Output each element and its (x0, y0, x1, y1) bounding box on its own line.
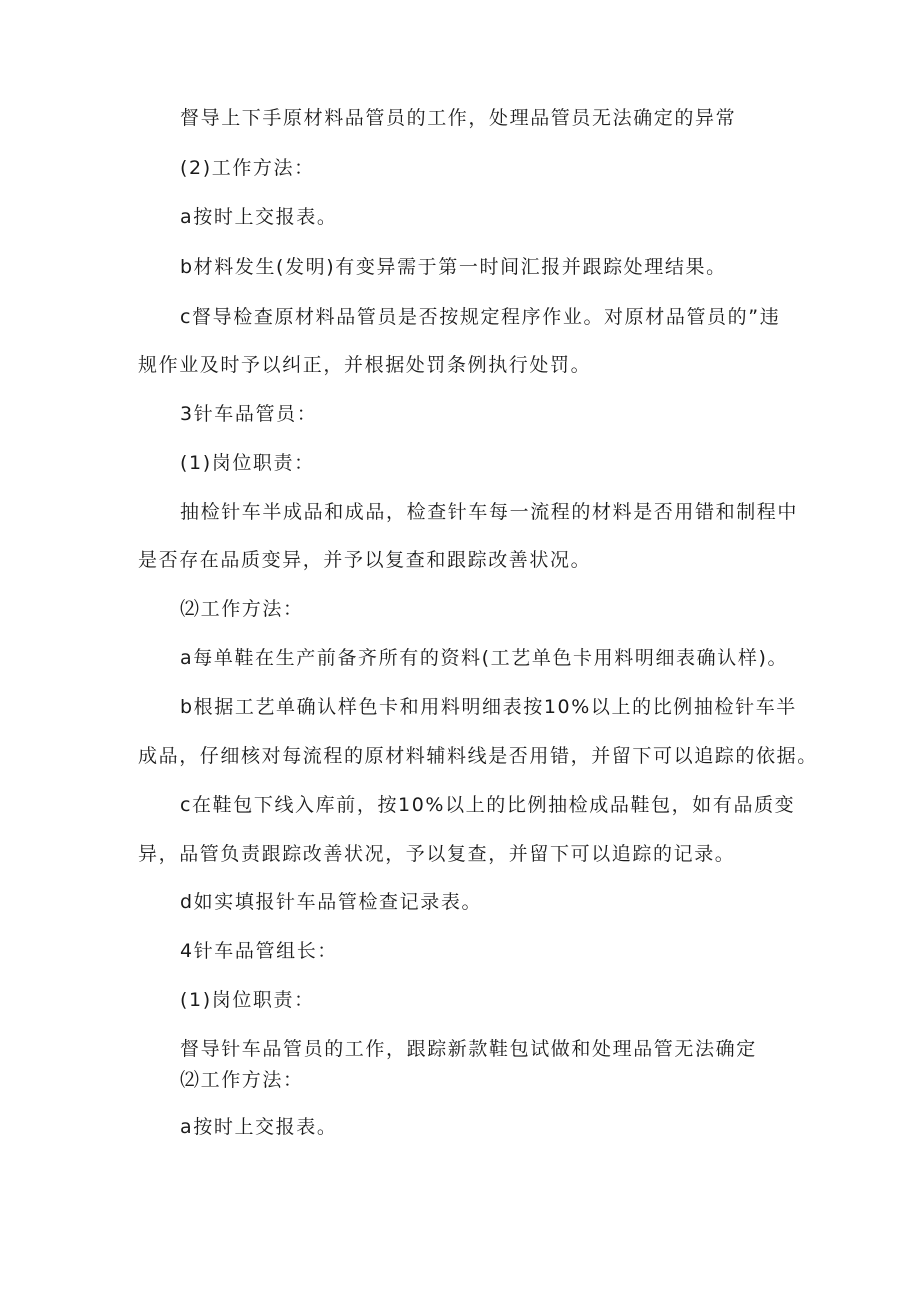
paragraph-line: 督导针车品管员的工作，跟踪新款鞋包试做和处理品管无法确定 (180, 1038, 757, 1060)
paragraph-line: c督导检查原材料品管员是否按规定程序作业。对原材品管员的”违 (180, 306, 781, 328)
paragraph-line: 规作业及时予以纠正，并根据处罚条例执行处罚。 (138, 354, 592, 376)
paragraph-line: b根据工艺单确认样色卡和用料明细表按10%以上的比例抽检针车半 (180, 696, 797, 718)
section-heading: ⑵工作方法： (180, 1069, 304, 1091)
section-heading: 4针车品管组长： (180, 940, 338, 962)
paragraph-line: c在鞋包下线入库前，按10%以上的比例抽检成品鞋包，如有品质变 (180, 794, 796, 816)
paragraph-line: 是否存在品质变异，并予以复查和跟踪改善状况。 (138, 549, 592, 571)
paragraph-line: 异，品管负责跟踪改善状况，予以复查，并留下可以追踪的记录。 (138, 843, 736, 865)
section-heading: (2)工作方法： (180, 157, 315, 179)
paragraph-line: 抽检针车半成品和成品，检查针车每一流程的材料是否用错和制程中 (180, 501, 799, 523)
paragraph-line: 成品，仔细核对每流程的原材料辅料线是否用错，并留下可以追踪的依据。 (138, 745, 818, 767)
section-heading: 3针车品管员： (180, 403, 318, 425)
section-heading: (1)岗位职责： (180, 452, 315, 474)
paragraph-line: d如实填报针车品管检查记录表。 (180, 891, 483, 913)
paragraph-line: a按时上交报表。 (180, 206, 338, 228)
paragraph-line: b材料发生(发明)有变异需于第一时间汇报并跟踪处理结果。 (180, 256, 727, 278)
paragraph-line: 督导上下手原材料品管员的工作，处理品管员无法确定的异常 (180, 107, 737, 129)
paragraph-line: a按时上交报表。 (180, 1116, 338, 1138)
section-heading: ⑵工作方法： (180, 598, 304, 620)
section-heading: (1)岗位职责： (180, 989, 315, 1011)
paragraph-line: a每单鞋在生产前备齐所有的资料(工艺单色卡用料明细表确认样)。 (180, 647, 789, 669)
